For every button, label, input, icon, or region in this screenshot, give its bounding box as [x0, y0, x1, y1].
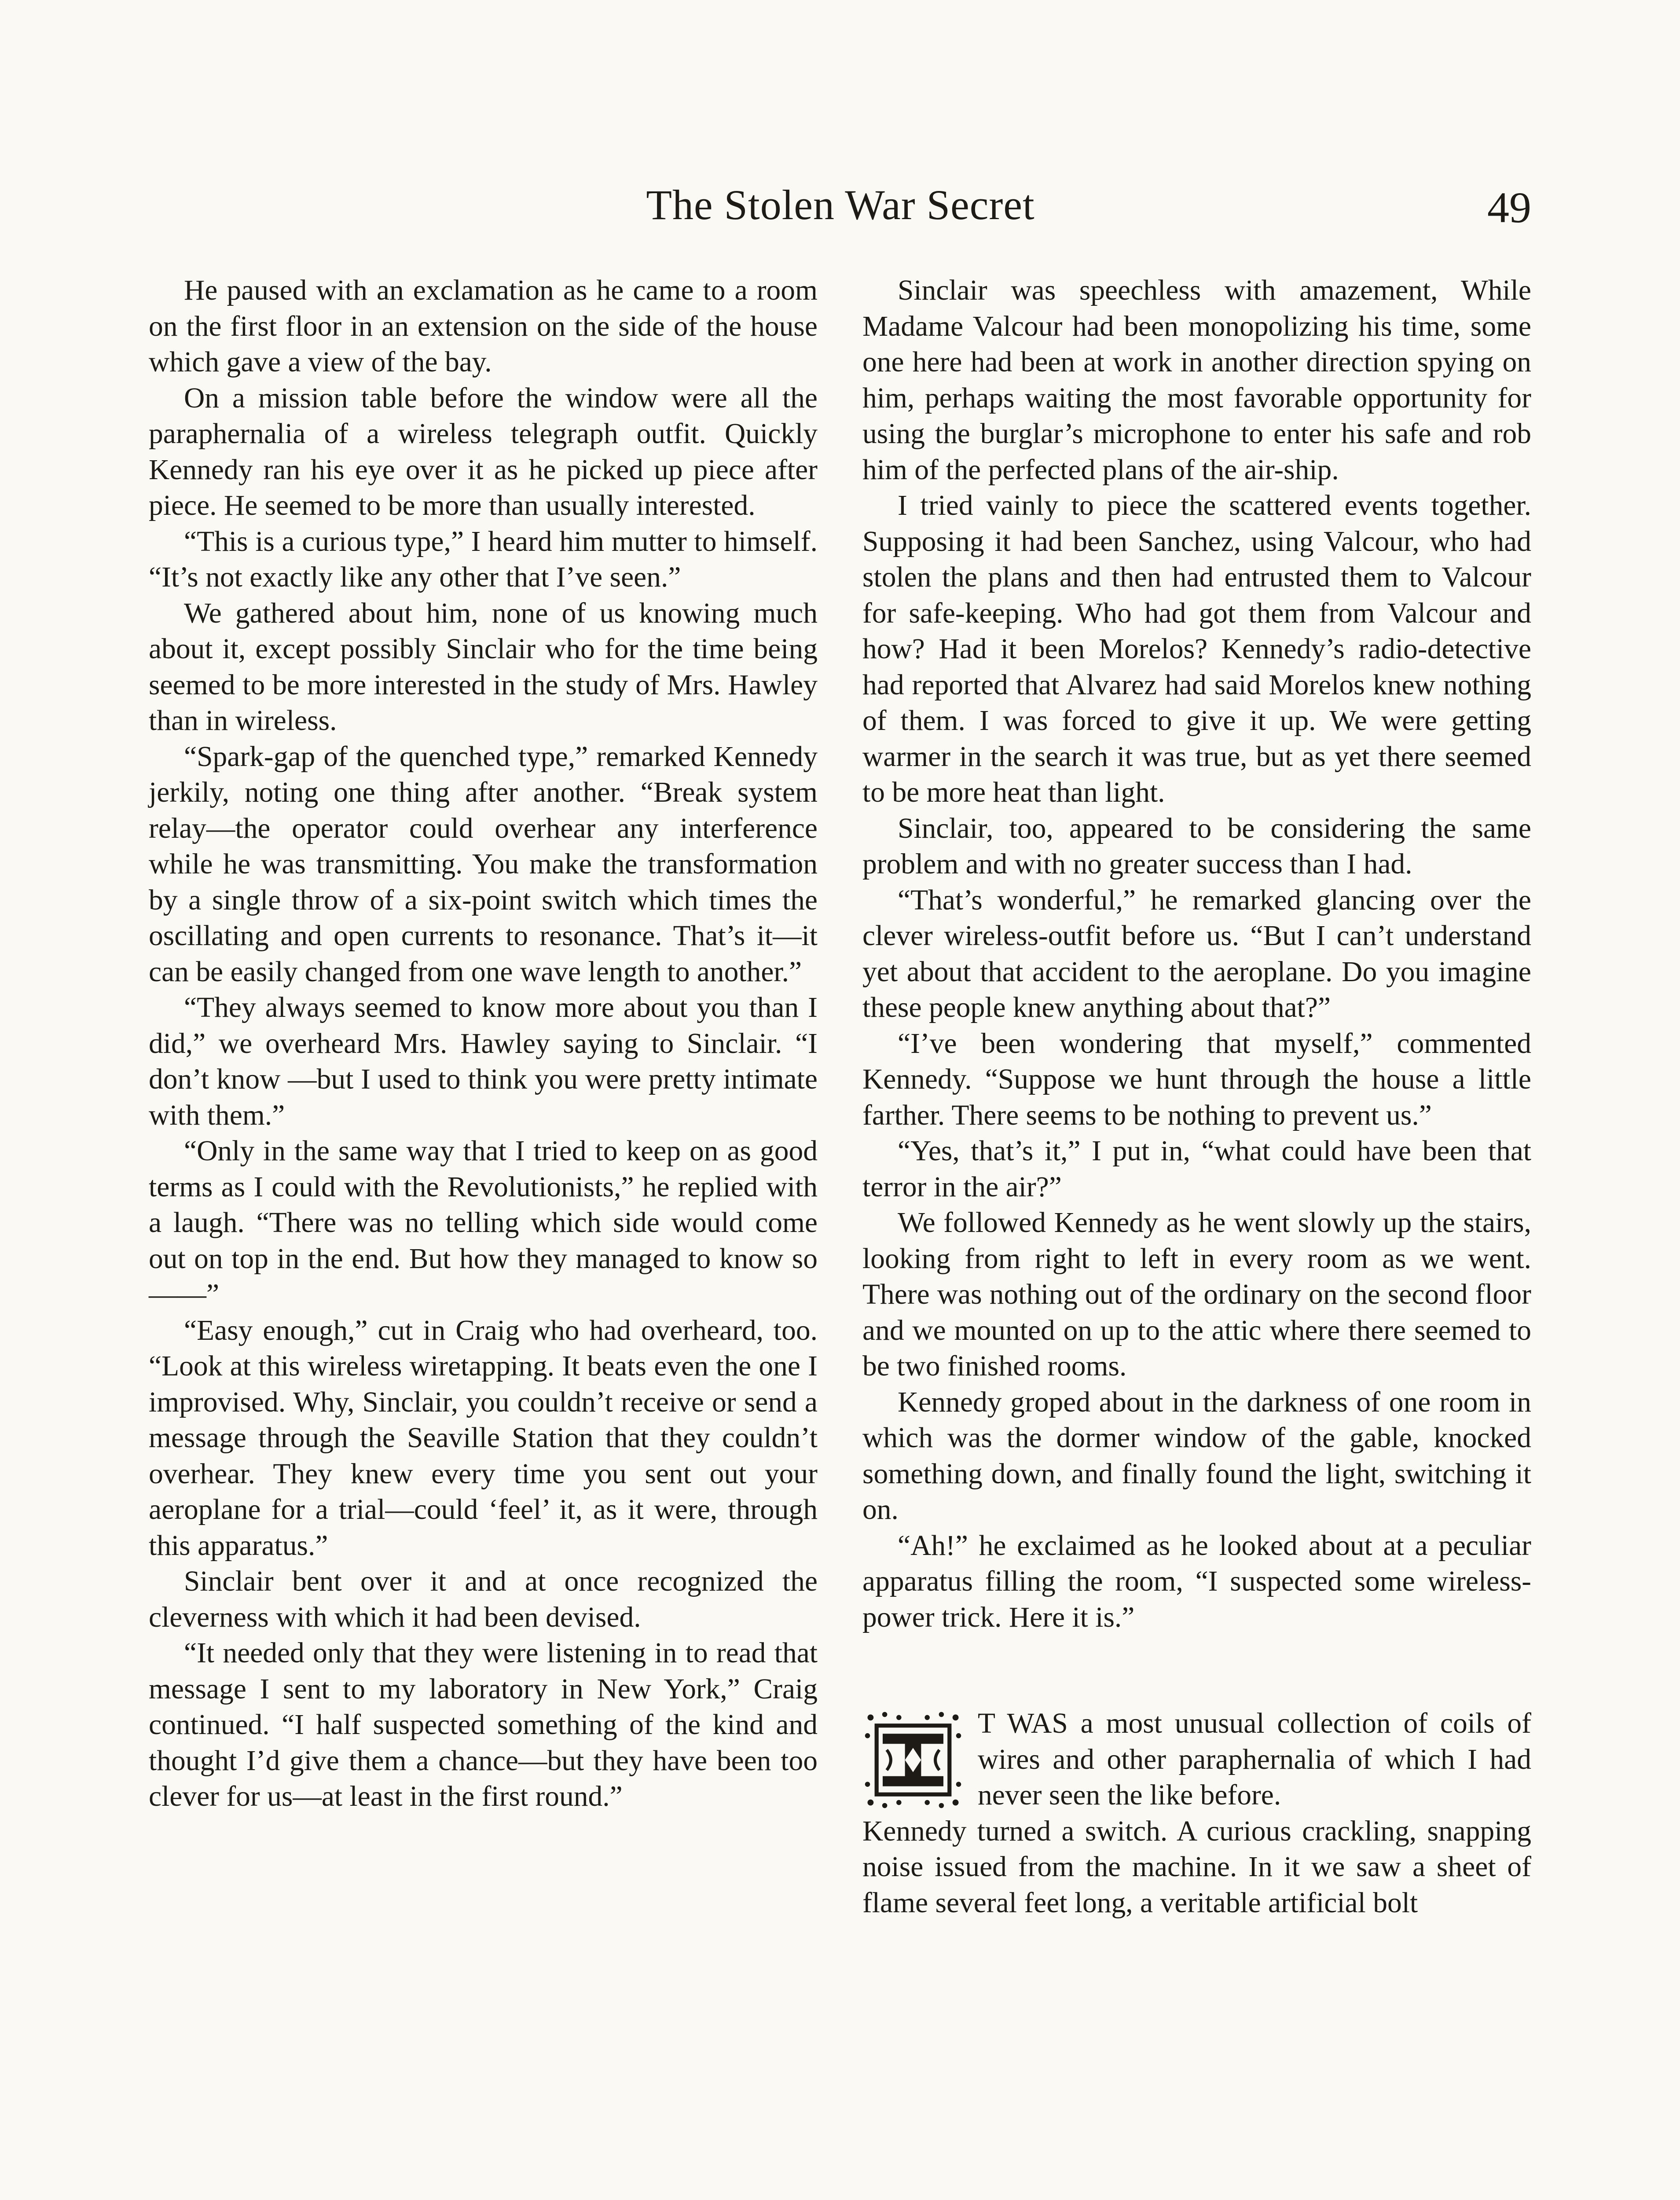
- right-column: [862, 273, 1531, 1921]
- paragraph: “That’s wonderful,” he remarked glancing over the clever wireless-outfit before us. “But I can’t understand yet about that accident to the aeroplane. Do you imagine these people knew anything about that?”: [862, 884, 1531, 1023]
- running-header: [150, 176, 1531, 238]
- ornamental-initial-icon: [862, 1709, 964, 1811]
- dropcap-paragraph: T WAS a most unusual collection of coils of wires and other paraphernalia of which I had never seen the like before.: [978, 1708, 1531, 1811]
- paragraph: Sinclair was speechless with amazement, While Madame Valcour had been monopolizing his time, some one here had been at work in another direction spying on him, perhaps waiting the most favorable opportunity for using the burglar’s microphone to enter his safe and rob him of the perfected plans of the air-ship.: [862, 275, 1531, 486]
- paragraph: “Easy enough,” cut in Craig who had overheard, too. “Look at this wireless wiretapping. It beats even the one I improvised. Why, Sinclair, you couldn’t receive or send a message through the Seaville Station that they couldn’t overhear. They knew every time you sent out your aeroplane for a trial—could ‘feel’ it, as it were, through this apparatus.”: [149, 1314, 818, 1562]
- paragraph: “I’ve been wondering that myself,” commented Kennedy. “Suppose we hunt through the house a little farther. There seems to be nothing to prevent us.”: [862, 1027, 1531, 1131]
- page-number: 49: [1487, 183, 1531, 232]
- left-column: [149, 273, 818, 1815]
- paragraph: Kennedy groped about in the darkness of one room in which was the dormer window of the gable, knocked something down, and finally found the light, switching it on.: [862, 1386, 1531, 1525]
- chapter-title: The Stolen War Secret: [646, 181, 1035, 228]
- paragraph: “Yes, that’s it,” I put in, “what could have been that terror in the air?”: [862, 1135, 1531, 1203]
- paragraph: Sinclair bent over it and at once recognized the cleverness with which it had been devised.: [149, 1566, 818, 1633]
- paragraph: “This is a curious type,” I heard him mutter to himself. “It’s not exactly like any other that I’ve seen.”: [149, 525, 818, 593]
- paragraph: We gathered about him, none of us knowing much about it, except possibly Sinclair who for the time being seemed to be more interested in the study of Mrs. Hawley than in wireless.: [149, 597, 818, 737]
- paragraph: “Spark-gap of the quenched type,” remarked Kennedy jerkily, noting one thing after another. “Break system relay—the operator could overhear any interference while he was transmitting. You make the transformation by a single throw of a six-point switch which times the oscillating and open currents to resonance. That’s it—it can be easily changed from one wave length to another.”: [149, 741, 818, 988]
- paragraph: Kennedy turned a switch. A curious crackling, snapping noise issued from the machine. In it we saw a sheet of flame several feet long, a veritable artificial bolt: [862, 1815, 1531, 1919]
- paragraph: “Only in the same way that I tried to keep on as good terms as I could with the Revolutionists,” he replied with a laugh. “There was no telling which side would come out on top in the end. But how they managed to know so——”: [149, 1135, 818, 1310]
- paragraph: He paused with an exclamation as he came to a room on the first floor in an extension on the side of the house which gave a view of the bay.: [149, 275, 818, 378]
- paragraph: “Ah!” he exclaimed as he looked about at a peculiar apparatus filling the room, “I suspected some wireless-power trick. Here it is.”: [862, 1529, 1531, 1633]
- paragraph: Sinclair, too, appeared to be considering the same problem and with no greater success than I had.: [862, 812, 1531, 880]
- paragraph: We followed Kennedy as he went slowly up the stairs, looking from right to left in every room as we went. There was nothing out of the ordinary on the second floor and we mounted on up to the attic where there seemed to be two finished rooms.: [862, 1207, 1531, 1382]
- paragraph: “They always seemed to know more about you than I did,” we overheard Mrs. Hawley saying to Sinclair. “I don’t know —but I used to think you were pretty intimate with them.”: [149, 992, 818, 1131]
- paragraph: “It needed only that they were listening in to read that message I sent to my laboratory in New York,” Craig continued. “I half suspected something of the kind and thought I’d give them a chance—but they have been too clever for us—at least in the first round.”: [149, 1637, 818, 1812]
- section-break-dropcap: [862, 1706, 1531, 1814]
- paragraph: I tried vainly to piece the scattered events together. Supposing it had been Sanchez, using Valcour, who had stolen the plans and then had entrusted them to Valcour for safe-keeping. Who had got them from Valcour and how? Had it been Morelos? Kennedy’s radio-detective had reported that Alvarez had said Morelos knew nothing of them. I was forced to give it up. We were getting warmer in the search it was true, but as yet there seemed to be more heat than light.: [862, 490, 1531, 808]
- paragraph: On a mission table before the window were all the paraphernalia of a wireless telegraph outfit. Quickly Kennedy ran his eye over it as he picked up piece after piece. He seemed to be more than usually interested.: [149, 382, 818, 521]
